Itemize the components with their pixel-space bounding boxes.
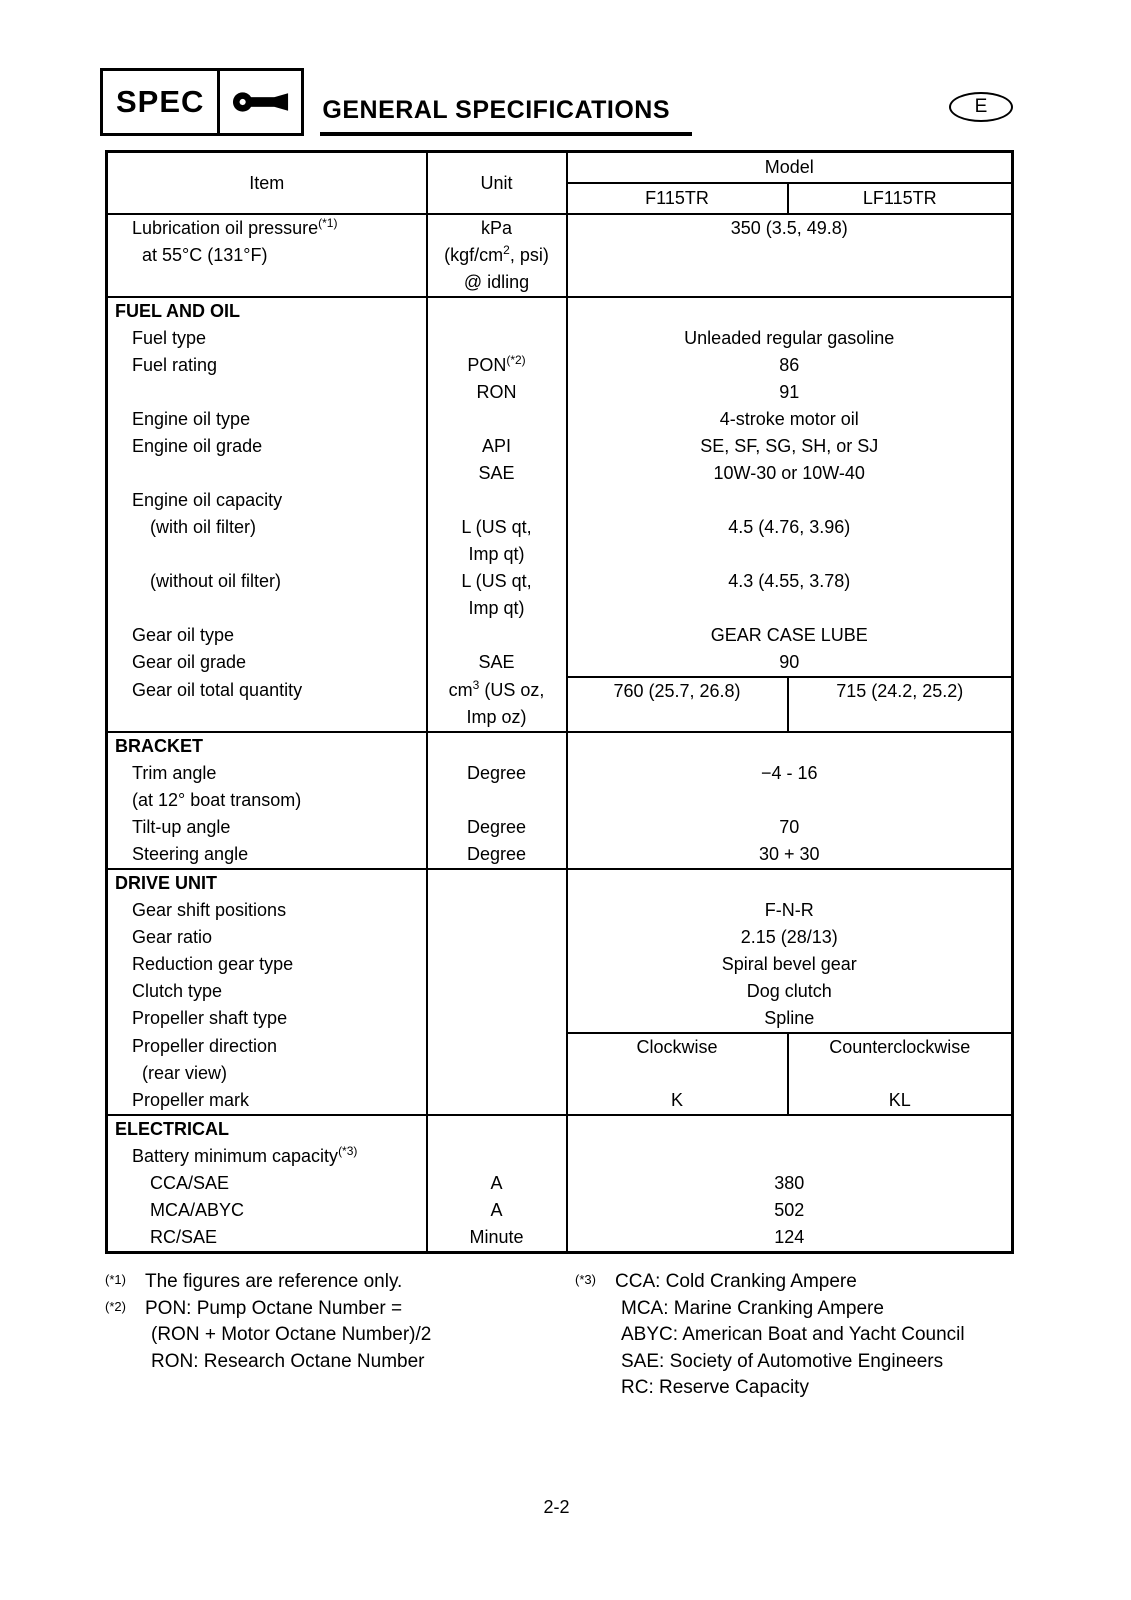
value-cell-f115tr: K xyxy=(567,1087,788,1115)
item-cell: Steering angle xyxy=(132,844,249,864)
value-cell: 90 xyxy=(567,649,1013,677)
footnotes-left xyxy=(105,1269,575,1402)
value-cell-lf115tr: Counterclockwise xyxy=(788,1033,1013,1087)
unit-cell: Degree xyxy=(427,814,567,841)
col-header-model: Model xyxy=(567,152,1013,184)
spec-table-body xyxy=(107,214,1013,1253)
value-cell: Spline xyxy=(567,1005,1013,1033)
table-row xyxy=(107,1005,1013,1033)
page-number: 2-2 xyxy=(543,1496,570,1517)
table-row xyxy=(107,568,1013,622)
unit-cell xyxy=(427,1115,567,1143)
value-cell xyxy=(567,487,1013,514)
item-cell: Propeller direction (rear view) xyxy=(132,1036,278,1083)
item-cell: Lubrication oil pressure$^{(*1)}$ at 55°C (131°F) xyxy=(132,216,338,265)
chapter-label: SPEC xyxy=(116,84,205,119)
footnotes xyxy=(105,1269,1011,1402)
value-cell-f115tr: 760 (25.7, 26.8) xyxy=(567,677,788,732)
unit-cell xyxy=(427,897,567,924)
item-cell: (with oil filter) xyxy=(150,517,257,537)
table-row xyxy=(107,978,1013,1005)
wrench-icon xyxy=(217,71,301,133)
item-cell xyxy=(107,379,427,406)
item-cell: Engine oil capacity xyxy=(132,490,283,510)
col-header-unit: Unit xyxy=(427,152,567,215)
value-cell: F-N-R xyxy=(567,897,1013,924)
footnote-text: CCA: Cold Cranking Ampere MCA: Marine Cranking Ampere ABYC: American Boat and Yacht Council SAE: Society of Automotive Engineers RC: Reserve Capacity xyxy=(615,1271,965,1399)
unit-cell: L (US qt, Imp qt) xyxy=(427,514,567,568)
col-header-item: Item xyxy=(107,152,427,215)
table-row xyxy=(107,924,1013,951)
item-cell: Gear oil type xyxy=(132,625,235,645)
value-cell: 30 + 30 xyxy=(567,841,1013,869)
spec-table xyxy=(105,150,1014,1254)
unit-cell: SAE xyxy=(427,460,567,487)
unit-cell xyxy=(427,297,567,325)
table-row xyxy=(107,760,1013,814)
table-row xyxy=(107,1143,1013,1170)
unit-cell xyxy=(427,1143,567,1170)
value-cell xyxy=(567,869,1013,897)
value-cell-lf115tr: KL xyxy=(788,1087,1013,1115)
unit-cell: kPa ($kgf/cm^2$, psi) @ idling xyxy=(427,214,567,297)
value-cell xyxy=(567,297,1013,325)
footnote xyxy=(105,1296,575,1376)
footnote-text: PON: Pump Octane Number = (RON + Motor Octane Number)/2 RON: Research Octane Number xyxy=(145,1297,432,1372)
unit-cell: $PON^{(*2)}$ xyxy=(427,352,567,379)
unit-cell xyxy=(427,1087,567,1115)
section-title: FUEL AND OIL xyxy=(107,297,427,325)
table-row xyxy=(107,487,1013,514)
unit-cell: SAE xyxy=(427,649,567,677)
page-header xyxy=(100,68,1013,136)
footnotes-right xyxy=(575,1269,1011,1402)
item-cell: (without oil filter) xyxy=(150,571,282,591)
table-row xyxy=(107,649,1013,677)
unit-cell xyxy=(427,325,567,352)
value-cell: 380 xyxy=(567,1170,1013,1197)
section-title: BRACKET xyxy=(107,732,427,760)
footnote-marker: (*3) xyxy=(575,1272,596,1287)
unit-cell: RON xyxy=(427,379,567,406)
section-title: DRIVE UNIT xyxy=(107,869,427,897)
section-title: ELECTRICAL xyxy=(107,1115,427,1143)
value-cell: Spiral bevel gear xyxy=(567,951,1013,978)
table-row xyxy=(107,214,1013,297)
unit-cell xyxy=(427,1033,567,1087)
value-cell: 350 (3.5, 49.8) xyxy=(567,214,1013,297)
footnote-text: The figures are reference only. xyxy=(145,1271,403,1292)
table-row xyxy=(107,622,1013,649)
item-cell: CCA/SAE xyxy=(150,1173,230,1193)
unit-cell: $cm^3$ (US oz, Imp oz) xyxy=(427,677,567,732)
value-cell: 502 xyxy=(567,1197,1013,1224)
item-cell: Gear oil grade xyxy=(132,652,247,672)
value-cell: Dog clutch xyxy=(567,978,1013,1005)
unit-cell xyxy=(427,1005,567,1033)
item-cell: Clutch type xyxy=(132,981,223,1001)
value-cell: 4.3 (4.55, 3.78) xyxy=(567,568,1013,622)
unit-cell: A xyxy=(427,1170,567,1197)
unit-cell xyxy=(427,406,567,433)
item-cell: Fuel type xyxy=(132,328,207,348)
table-row xyxy=(107,433,1013,460)
item-cell: Reduction gear type xyxy=(132,954,294,974)
section-row xyxy=(107,732,1013,760)
value-cell-f115tr: Clockwise xyxy=(567,1033,788,1087)
item-cell: Engine oil grade xyxy=(132,436,263,456)
value-cell: 91 xyxy=(567,379,1013,406)
table-row xyxy=(107,379,1013,406)
value-cell: −4 - 16 xyxy=(567,760,1013,814)
unit-cell xyxy=(427,732,567,760)
table-row xyxy=(107,460,1013,487)
value-cell: GEAR CASE LUBE xyxy=(567,622,1013,649)
spec-table-header xyxy=(107,152,1013,215)
section-row xyxy=(107,1115,1013,1143)
unit-cell xyxy=(427,622,567,649)
footnote xyxy=(575,1269,1011,1402)
header-row-1 xyxy=(107,152,1013,184)
page-title: GENERAL SPECIFICATIONS xyxy=(320,96,692,136)
col-header-lf115tr: LF115TR xyxy=(788,183,1013,214)
footnote xyxy=(105,1269,575,1296)
value-cell: 124 xyxy=(567,1224,1013,1253)
table-row xyxy=(107,897,1013,924)
section-row xyxy=(107,297,1013,325)
table-row xyxy=(107,352,1013,379)
table-row xyxy=(107,325,1013,352)
item-cell: Gear ratio xyxy=(132,927,213,947)
unit-cell xyxy=(427,978,567,1005)
unit-cell: API xyxy=(427,433,567,460)
unit-cell: Degree xyxy=(427,841,567,869)
footnote-marker: (*2) xyxy=(105,1298,126,1314)
unit-cell xyxy=(427,869,567,897)
table-row xyxy=(107,1087,1013,1115)
unit-cell: Minute xyxy=(427,1224,567,1253)
value-cell xyxy=(567,1143,1013,1170)
table-row xyxy=(107,514,1013,568)
table-row xyxy=(107,814,1013,841)
section-row xyxy=(107,869,1013,897)
item-cell: Fuel rating xyxy=(132,355,218,375)
unit-cell: L (US qt, Imp qt) xyxy=(427,568,567,622)
table-row xyxy=(107,406,1013,433)
item-cell: Engine oil type xyxy=(132,409,251,429)
value-cell-lf115tr: 715 (24.2, 25.2) xyxy=(788,677,1013,732)
unit-cell xyxy=(427,924,567,951)
item-cell: Battery minimum capacity$^{(*3)}$ xyxy=(132,1144,358,1166)
value-cell: 70 xyxy=(567,814,1013,841)
item-cell: Trim angle (at 12° boat transom) xyxy=(132,763,302,810)
table-row xyxy=(107,677,1013,732)
table-row xyxy=(107,841,1013,869)
item-cell: RC/SAE xyxy=(150,1227,218,1247)
table-row xyxy=(107,1197,1013,1224)
col-header-f115tr: F115TR xyxy=(567,183,788,214)
value-cell: Unleaded regular gasoline xyxy=(567,325,1013,352)
footnote-marker: (*1) xyxy=(105,1272,126,1287)
value-cell: 2.15 (28/13) xyxy=(567,924,1013,951)
item-cell: Tilt-up angle xyxy=(132,817,231,837)
unit-cell xyxy=(427,951,567,978)
value-cell: 10W-30 or 10W-40 xyxy=(567,460,1013,487)
item-cell: Propeller shaft type xyxy=(132,1008,288,1028)
table-row xyxy=(107,951,1013,978)
item-cell: Gear shift positions xyxy=(132,900,287,920)
value-cell: 4-stroke motor oil xyxy=(567,406,1013,433)
unit-cell: A xyxy=(427,1197,567,1224)
chapter-tab xyxy=(100,68,304,136)
value-cell xyxy=(567,732,1013,760)
table-row xyxy=(107,1033,1013,1087)
value-cell xyxy=(567,1115,1013,1143)
item-cell: Gear oil total quantity xyxy=(132,680,303,700)
item-cell xyxy=(107,460,427,487)
item-cell: MCA/ABYC xyxy=(150,1200,245,1220)
item-cell: Propeller mark xyxy=(132,1090,250,1110)
table-row xyxy=(107,1224,1013,1253)
unit-cell xyxy=(427,487,567,514)
table-row xyxy=(107,1170,1013,1197)
page-title-block xyxy=(320,96,692,136)
value-cell: 4.5 (4.76, 3.96) xyxy=(567,514,1013,568)
language-badge: E xyxy=(949,92,1013,122)
unit-cell: Degree xyxy=(427,760,567,814)
value-cell: 86 xyxy=(567,352,1013,379)
value-cell: SE, SF, SG, SH, or SJ xyxy=(567,433,1013,460)
